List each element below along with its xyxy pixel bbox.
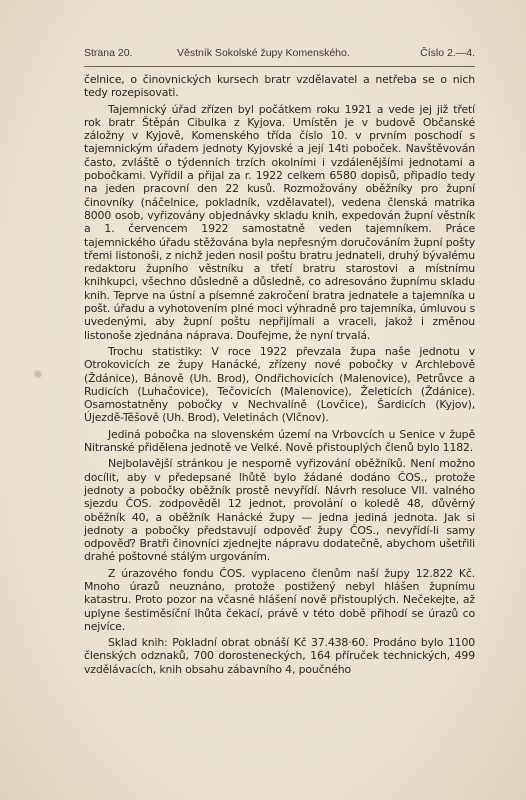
issue-number: Číslo 2.—4. <box>420 47 475 59</box>
paragraph-circulars: Nejbolavější stránkou je nesporně vyřizování oběžníků. Není možno docílit, aby v předepsané lhůtě bylo žádané dodáno ČOS., protože jednoty a pobočky oběžník prostě nevyřídí. Návrh resoluce VII. valného sjezdu ČOS. zodpověděl 12 jednot, provolání o koledě 48, důvěrný oběžník 40, a oběžník Hanácké župy — jedna jediná jednota. Jak si jednoty a pobočky představují odpověď župy ČOS., nevyřídí-li samy odpověď? Bratři činovníci zjednejte nápravu dodatečně, abychom ušetřili drahé poštovné stálým urgováním. <box>84 457 475 564</box>
paragraph-statistics: Trochu statistiky: V roce 1922 převzala župa naše jednotu v Otrokovicích ze župy Hanácké, zřízeny nové pobočky v Archlebově (Ždánice), Bánově (Uh. Brod), Ondřichovicích (Malenovice), Petrůvce a Rudicích (Luhačovice), Tečovicích (Malenovice), Želeticích (Ždánice). Osamostatněny pobočky v Nechvalíně (Lovčice), Šardicích (Kyjov), Újezdě-Těšově (Uh. Brod), Veletinách (Vlčnov). <box>84 344 475 425</box>
running-header <box>84 47 475 61</box>
paragraph-injury-fund: Z úrazového fondu ČOS. vyplaceno členům naší župy 12.822 Kč. Mnoho úrazů neuznáno, protože postižený nebyl hlášen župnímu katastru. Proto pozor na včasné hlášení nově přistouplých. Nečekejte, až uplyne šestiměsíční lhůta čekací, právě v této době přihodí se úrazů co nejvíce. <box>84 566 475 633</box>
punch-hole-mark <box>34 370 42 378</box>
paragraph-slovak-branch: Jediná pobočka na slovenském území na Vrbovcích u Senice v župě Nitranské přidělena jednotě ve Velké. Nově přistouplých členů bylo 1182. <box>84 427 475 455</box>
paragraph-continuation: čelnice, o činovnických kursech bratr vzdělavatel a netřeba se o nich tedy rozepisovati. <box>84 73 475 100</box>
journal-title: Věstník Sokolské župy Komenského. <box>177 47 350 59</box>
article-body <box>84 73 475 676</box>
paragraph-book-store: Sklad knih: Pokladní obrat obnáší Kč 37.438·60. Prodáno bylo 1100 členských odznaků, 700 dorosteneckých, 164 příruček technických, 499 vzdělávacích, knih obsahu zábavního 4, poučného <box>84 636 475 676</box>
paragraph-secretary-office: Tajemnický úřad zřízen byl počátkem roku 1921 a vede jej již třetí rok bratr Štěpán Cibulka z Kyjova. Umístěn je v budově Občanské záložny v Kyjově, Komenského třída číslo 10. v prvním poschodí s tajemnickým úřadem jednoty Kyjovské a její 14ti poboček. Navštěvován často, zvláště o týdenních trzích okolními i vzdálenějšími jednotami a pobočkami. Vyřídil a přijal za r. 1922 celkem 6580 dopisů, připadlo tedy na jeden pracovní den 22 kusů. Rozmožovány oběžníky pro župní činovníky (náčelnice, pokladník, vzdělavatel), vedena členská matrika 8000 osob, vyřizovány objednávky skladu knih, expedován župní věstník a 1. červencem 1922 samostatně veden tajemníkem. Práce tajemnického úřadu stěžována byla nepřesným doručováním župní pošty třemi listonoši, z nichž jeden nosil poštu bratru jednateli, druhý bývalému redaktoru župního věstníku a třetí bratru starostovi a místnímu knihkupci, všechno důsledně a důsledně, co adresováno župnímu skladu knih. Teprve na ústní a písemné zakročení bratra jednatele a tajemníka u pošt. úřadu a vyhotovením plné moci výhradně pro tajemníka, úmluvou s uvedenými, aby župní poštu nepřijímali a vraceli, jakož i změnou listonoše zjednána náprava. Doufejme, že nyní trvalá. <box>84 102 475 342</box>
header-rule <box>84 66 475 67</box>
page-number: Strana 20. <box>84 47 133 59</box>
